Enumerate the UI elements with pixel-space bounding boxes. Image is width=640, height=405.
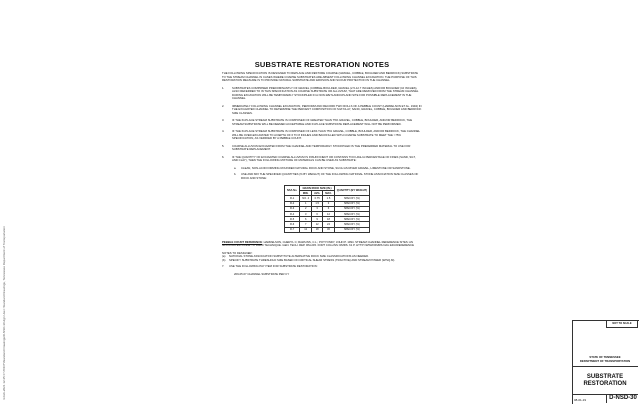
designer-note-number: (a) bbox=[222, 254, 226, 259]
drawing-title: SUBSTRATE RESTORATION bbox=[583, 374, 627, 387]
table-cell: 12 bbox=[323, 211, 334, 216]
subitem-text: USE AND MIX THE SPECIFIED QUANTITIES (% BY WEIGHT) OF THE FOLLOWING NATIONAL STONE ASSOCIATION SIZE CLASSES OF ROCK AND STONE: bbox=[241, 172, 419, 180]
subitem-letter: b. bbox=[234, 172, 237, 176]
note-6 bbox=[222, 156, 422, 163]
table-cell: 18 bbox=[323, 217, 334, 222]
stone-table-body bbox=[285, 196, 370, 232]
intro-paragraph: THE FOLLOWING SPECIFICATION IS DESIGNED TO REPLACE AND RESTORE COARSE (GRAVEL, COBBLE, BOULDER AND BEDROCK) SUBSTRATE TO THE STREAM CHANNEL IN CASES WHERE COARSE SUBSTRATES ARE ABSENT FOLLOWING CHANNEL EXCAVATION. THE PURPOSE OF THIS RESTORATION MEASURE IS TO PROVIDE NATURAL SUBSTRATE AND EROSION AND SCOUR PROTECTION IN THE CHANNEL. bbox=[222, 71, 418, 82]
note-number: 4. bbox=[222, 129, 225, 133]
page-title: SUBSTRATE RESTORATION NOTES bbox=[254, 60, 390, 69]
table-cell: SPECIFY (%) bbox=[334, 206, 369, 211]
subitem-letter: a. bbox=[234, 165, 237, 170]
table-cell: R-7 bbox=[285, 227, 300, 232]
col-min-header: MIN. bbox=[300, 191, 312, 196]
col-nsa-header: NSA No. bbox=[285, 186, 300, 196]
table-cell: 12 bbox=[300, 227, 312, 232]
col-max-header: MAX. bbox=[323, 191, 334, 196]
plot-stamp: 4-Feb-2021 12:25 C:\TDOT\Standard Drawings\D-NSD-30.dgn User: Standard Drawings, Tennessee Department of Transportation bbox=[2, 226, 6, 400]
note-text: IF THE QUANTITY OF EXCAVATED COARSE ALLUVIUM IS INSUFFICIENT OR CONTAINS TOO HIGH A PERCENTAGE OF FINES (SAND, SILT, AND CLAY), THEN THE FOLLOWING MIXTURE OF MATERIALS CAN BE USED AS SUBSTRATE: bbox=[232, 154, 416, 162]
table-cell: 9 bbox=[312, 217, 323, 222]
table-cell: SPECIFY (%) bbox=[334, 196, 369, 201]
note-5 bbox=[222, 145, 422, 152]
table-cell: 1 bbox=[300, 201, 312, 206]
table-cell: 2 bbox=[300, 206, 312, 211]
designer-note-number: (b) bbox=[222, 257, 226, 262]
table-cell: 36 bbox=[323, 227, 334, 232]
pay-item: 209-05.07 CHANNEL SUBSTRATE PER CY bbox=[234, 271, 290, 276]
table-cell: SPECIFY (%) bbox=[334, 217, 369, 222]
title-block-divider bbox=[572, 366, 638, 367]
note-2 bbox=[222, 105, 422, 116]
note-number: 3. bbox=[222, 118, 225, 122]
table-cell: 18 bbox=[312, 227, 323, 232]
pebble-count-reference bbox=[222, 241, 422, 248]
designer-notes-heading: NOTES TO DESIGNER: bbox=[222, 250, 253, 255]
table-row bbox=[285, 227, 370, 232]
table-cell: R-5 bbox=[285, 217, 300, 222]
table-cell: SPECIFY (%) bbox=[334, 201, 369, 206]
grain-size-header: GRAIN ROCK SIZE (IN.) bbox=[300, 186, 334, 191]
drawing-number: D-NSD-30 bbox=[606, 394, 639, 403]
note-text: IF THE IN-PLACE STREAM SUBSTRATE IS COMPOSED OF GREATER THAN 75% GRAVEL, COBBLE, BOULDER, AND/OR BEDROCK, THE STREAM SUBSTRATE WILL BE DEEMED ACCEPTABLE AND IN-PLACE SUBSTRATE REPLACEMENT WILL NOT BE PERFORMED. bbox=[232, 118, 413, 126]
table-cell: SPECIFY (%) bbox=[334, 211, 369, 216]
revision-date: 08-01-19 bbox=[574, 398, 587, 402]
note-number: 7. bbox=[222, 264, 225, 269]
table-cell: 3 bbox=[312, 206, 323, 211]
designer-note-b bbox=[222, 259, 422, 263]
department-name: DEPARTMENT OF TRANSPORTATION bbox=[579, 358, 631, 363]
note-7 bbox=[222, 265, 422, 269]
table-cell: 1.5 bbox=[323, 196, 334, 201]
notes-content bbox=[222, 60, 422, 276]
note-number: 2. bbox=[222, 103, 225, 108]
subitem-a bbox=[234, 167, 422, 171]
subitem-text: CLEAN, NON-ACID FORMING ROUNDED NATURAL ROCK AND STONE, SUCH AS RIVER GRAVEL, LIMESTONE OR SANDSTONE. bbox=[241, 165, 411, 170]
table-cell: NO. 4 bbox=[300, 196, 312, 201]
table-cell: 6 bbox=[300, 217, 312, 222]
reference-label: PEBBLE COUNT REFERENCE bbox=[222, 239, 263, 244]
note-number: 6. bbox=[222, 154, 225, 159]
table-cell: 12 bbox=[312, 222, 323, 227]
table-cell: 0.75 bbox=[312, 196, 323, 201]
subitem-b bbox=[234, 173, 422, 180]
table-cell: SPECIFY (%) bbox=[334, 222, 369, 227]
table-cell: 6 bbox=[312, 211, 323, 216]
note-text: IF THE IN-PLACE STREAM SUBSTRATE IS COMPOSED OF LESS THAN 75% GRAVEL, COBBLE, BOULDER, AND/OR BEDROCK, THE CHANNEL WILL BE OVER-EXCAVATED TO A DEPTH OF 6 TO 8 INCHES AND BACKFILLED WITH COARSE SUBSTRATE TO MEET THE >75% SPECIFICATION, AS VERIFIED BY A PEBBLE COUNT. bbox=[232, 129, 421, 140]
not-to-scale-label: NOT TO SCALE bbox=[606, 320, 638, 328]
designer-note-text: NATIONAL STONE ASSOCIATION SUBSTITUTE ALTERNATIVE ROCK SIZE CLASSIFICATIONS AS NEEDED. bbox=[229, 254, 369, 259]
note-text: COARSE ALLUVIUM EXCAVATED FROM THE CHANNEL AND TEMPORARILY STOCKPILED IS THE PREFERRED MATERIAL TO USE FOR SUBSTRATE REPLACEMENT. bbox=[232, 143, 411, 151]
note-text: USE THE FOLLOWING PAY ITEM FOR SUBSTRATE RESTORATION: bbox=[229, 264, 318, 269]
table-cell: R-3 bbox=[285, 206, 300, 211]
col-avg-header: AVG. bbox=[312, 191, 323, 196]
table-cell: 1.5 bbox=[312, 201, 323, 206]
table-cell: R-2 bbox=[285, 201, 300, 206]
note-text: SUBSTRATES COMPRISED PREDOMINANTLY OF GRAVEL (COBBLE-BOULDER, GRAVEL (2.5-12.7 INCHES) AND/OR BOULDER (10 INCHES), ALSO REFERRED TO IN THIS SPECIFICATION AS COARSE SUBSTRATE OR ALLUVIUM, THAT ARE REMOVED FROM THE STREAM CHANNEL DURING EXCAVATION WILL BE TEMPORARILY STOCKPILED IN A NON-WETLAND/UPLAND SITE FOR POSSIBLE REPLACEMENT IN THE CHANNEL. bbox=[232, 85, 419, 100]
table-cell: 7 bbox=[300, 222, 312, 227]
note-text: IMMEDIATELY FOLLOWING CHANNEL EXCAVATION, PERFORM AND RECORD TWO ROLLS OF A PEBBLE COUNT (HARRELSON ET AL. 1994) IN THE EXCAVATED CHANNEL TO DETERMINE THE PERCENT COMPOSITION OF SILT/CLAY, SAND, GRAVEL, COBBLE, BOULDER AND BEDROCK SIZE CLASSES. bbox=[232, 103, 422, 115]
note-3 bbox=[222, 119, 422, 126]
reference-text: : HARRELSON, CHERYL C; RAWLINS, C.L.; POTYONDY, JOHN P. 1994. STREAM CHANNEL REFERENCE SITES: AN ILLUSTRATED GUIDE TO FIELD TECHNIQUE. GEN. TECH. REP. RM-245. FORT COLLINS: RMRS. 61 P. HTTP://WWW.RMRS.NAU.EDU/REFERENCE bbox=[222, 239, 414, 248]
note-number: 5. bbox=[222, 143, 225, 148]
table-cell: R-1 bbox=[285, 196, 300, 201]
table-cell: 3 bbox=[300, 211, 312, 216]
state-name: STATE OF TENNESSEE bbox=[589, 355, 621, 359]
note-4 bbox=[222, 130, 422, 141]
note-number: 1. bbox=[222, 85, 225, 90]
agency-name bbox=[574, 356, 636, 363]
table-cell: 24 bbox=[323, 222, 334, 227]
col-qty-header: QUANTITY (BY WEIGHT) bbox=[334, 186, 369, 196]
table-cell: 6 bbox=[323, 206, 334, 211]
table-cell: R-6 bbox=[285, 222, 300, 227]
table-cell: SPECIFY (%) bbox=[334, 227, 369, 232]
stone-size-table bbox=[284, 185, 370, 233]
table-cell: 3 bbox=[323, 201, 334, 206]
designer-note-text: SPECIFY SUBSTRATE THRESHOLD SIZE BASED ON CRITICAL SHEAR STRESS (TRACTIVE) AND STREAM POWER (W/SQ.M). bbox=[229, 257, 396, 262]
table-cell: R-4 bbox=[285, 211, 300, 216]
note-1 bbox=[222, 87, 422, 101]
